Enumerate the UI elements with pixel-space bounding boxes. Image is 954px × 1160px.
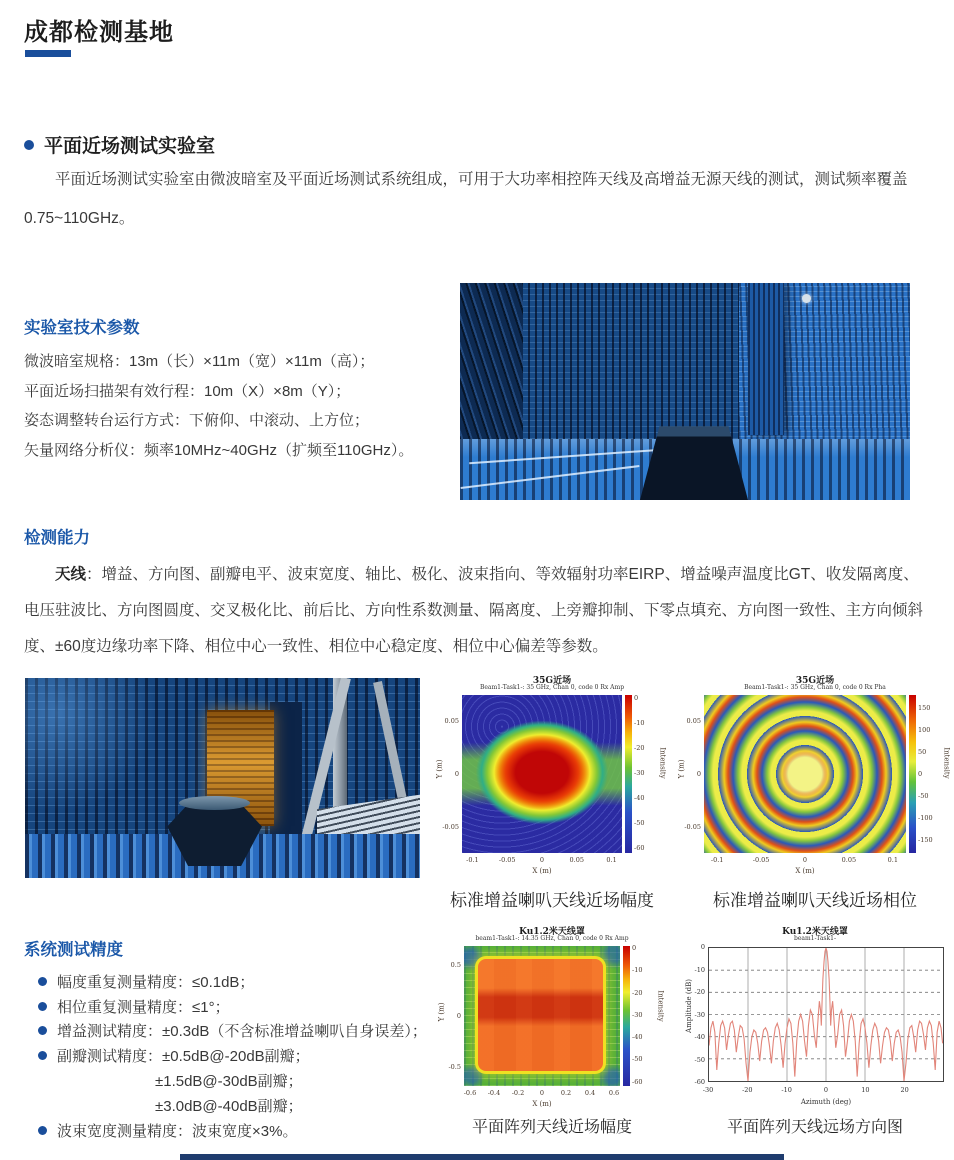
wall-highlight	[25, 678, 203, 818]
absorber-back-wall	[514, 283, 757, 439]
chart-horn-nearfield-amplitude	[434, 673, 670, 877]
colorbar	[625, 695, 632, 853]
y-axis-ticks: 0.5 0 -0.5	[448, 960, 461, 1072]
y-axis-ticks: 0.05 0 -0.05	[684, 717, 701, 831]
heatmap-plot	[462, 695, 622, 853]
heatmap-plot	[704, 695, 906, 853]
chart-array-nearfield-amplitude	[436, 924, 668, 1110]
page-title: 成都检测基地	[24, 19, 174, 46]
capability-body: ：增益、方向图、副瓣电平、波束宽度、轴比、极化、波束指向、等效辐射功率EIRP、增益噪声温度比GT、收发隔离度、电压驻波比、方向图圆度、交叉极化比、前后比、方向性系数测量、隔离度、上旁瓣抑制、下零点填充、方向图一致性、主方向倾斜度、±60度边缘功率下降、相位中心一致性、相位中心稳定度、相位中心偏差等参数。	[24, 566, 924, 655]
capability-label: 天线	[55, 566, 87, 583]
bullet-icon	[38, 1051, 47, 1060]
colorbar-ticks: 0 -10 -20 -30 -40 -50 -60	[634, 693, 645, 852]
section-title: 平面近场测试实验室	[44, 136, 216, 157]
lab-param-line: 矢量网络分析仪：频率10MHz~40GHz（扩频至110GHz）。	[24, 441, 414, 459]
bullet-icon	[38, 1002, 47, 1011]
section-header	[24, 131, 215, 158]
accuracy-item: ±3.0dB@-40dB副瓣；	[155, 1097, 303, 1115]
bullet-icon	[38, 977, 47, 986]
intro-paragraph: 平面近场测试实验室由微波暗室及平面近场测试系统组成，可用于大功率相控阵天线及高增益无源天线的测试，测试频率覆盖0.75~110GHz。	[24, 171, 908, 227]
scanner-chamber-photo	[25, 678, 420, 878]
x-axis-ticks: -0.1 -0.05 0 0.05 0.1	[710, 856, 898, 864]
heatmap-plot	[464, 946, 620, 1086]
colorbar-ticks: 0 -10 -20 -30 -40 -50 -60	[632, 944, 643, 1086]
colorbar-label: Intensity	[658, 747, 667, 779]
colorbar	[623, 946, 630, 1086]
x-axis-label: Azimuth (deg)	[800, 1098, 852, 1106]
window-shadow	[270, 702, 302, 834]
y-axis-label: Y (m)	[677, 759, 686, 779]
chart-caption: 标准增益喇叭天线近场幅度	[450, 891, 654, 910]
chart-horn-nearfield-phase	[676, 673, 954, 877]
accuracy-heading: 系统测试精度	[24, 941, 123, 959]
x-axis-ticks: -30 -20 -10 0 10 20	[702, 1086, 909, 1094]
accuracy-section	[24, 936, 434, 1143]
accuracy-item: 相位重复测量精度：≤1°；	[24, 994, 434, 1019]
bullet-icon	[38, 1026, 47, 1035]
chart-subtitle: beam1-Task1-: 14.35 GHz, Chan 0, code 0 Rx Amp	[475, 935, 629, 942]
bullet-icon	[24, 140, 34, 150]
lab-params-section	[24, 314, 454, 465]
capability-heading: 检测能力	[24, 529, 90, 547]
accuracy-item: 幅度重复测量精度：≤0.1dB；	[24, 969, 434, 994]
y-axis-label: Y (m)	[437, 1002, 446, 1022]
lab-params-heading: 实验室技术参数	[24, 319, 140, 337]
chart-title: 35G近场	[795, 676, 835, 686]
accuracy-item: ±1.5dB@-30dB副瓣；	[155, 1073, 303, 1091]
chart-title: 35G近场	[532, 676, 572, 686]
chart-caption: 平面阵列天线近场幅度	[471, 1119, 632, 1136]
accuracy-item: 增益测试精度：±0.3dB（不含标准增益喇叭自身误差）；	[24, 1019, 434, 1044]
footer-divider	[180, 1154, 784, 1160]
chart-title: Ku1.2米天线罩	[519, 927, 585, 937]
lab-param-line: 平面近场扫描架有效行程：10m（X）×8m（Y）；	[24, 382, 351, 400]
y-axis-label: Y (m)	[435, 759, 444, 779]
chart-subtitle: beam1-Task1-	[794, 935, 836, 942]
x-axis-ticks: -0.6 -0.4 -0.2 0 0.2 0.4 0.6	[463, 1089, 620, 1097]
lab-param-line: 微波暗室规格：13m（长）×11m（宽）×11m（高）；	[24, 353, 375, 370]
capability-text	[24, 557, 934, 665]
aperture-region	[478, 959, 603, 1071]
x-axis-label: X (m)	[532, 1100, 552, 1108]
anechoic-chamber-photo	[460, 283, 910, 500]
colorbar	[909, 695, 916, 853]
positioner-table	[179, 796, 250, 810]
chart-subtitle: Beam1-Task1-: 35 GHz, Chan 0, code 0 Rx Pha	[744, 684, 886, 691]
capability-section	[24, 524, 934, 665]
y-axis-label: Amplitude (dB)	[684, 979, 693, 1034]
chart-title: Ku1.2米天线罩	[782, 927, 848, 937]
chart-farfield-pattern	[676, 924, 954, 1110]
chart-caption: 标准增益喇叭天线近场相位	[713, 891, 917, 910]
x-axis-label: X (m)	[532, 867, 552, 875]
absorber-column	[748, 283, 784, 435]
x-axis-label: X (m)	[795, 867, 815, 875]
colorbar-ticks: 150 100 50 0 -50 -100 -150	[918, 704, 933, 844]
y-axis-ticks: 0 -10 -20 -30 -40 -50 -60	[694, 943, 705, 1086]
title-underline	[25, 50, 71, 57]
pattern-trace	[709, 948, 943, 1081]
x-axis-ticks: -0.1 -0.05 0 0.05 0.1	[466, 856, 617, 864]
accuracy-list	[24, 969, 434, 1143]
bullet-icon	[38, 1126, 47, 1135]
lab-param-line: 姿态调整转台运行方式：下俯仰、中滚动、上方位；	[24, 412, 370, 429]
line-plot	[708, 947, 944, 1082]
chart-subtitle: Beam1-Task1-: 35 GHz, Chan 0, code 0 Rx Amp	[479, 684, 625, 691]
chart-caption: 平面阵列天线远场方向图	[726, 1119, 903, 1136]
accuracy-item: 副瓣测试精度：±0.5dB@-20dB副瓣；	[24, 1043, 434, 1068]
probe-sphere	[802, 294, 811, 303]
accuracy-item: 波束宽度测量精度：波束宽度×3%。	[24, 1118, 434, 1143]
colorbar-label: Intensity	[942, 747, 951, 779]
lab-params-list	[24, 347, 454, 465]
colorbar-label: Intensity	[656, 990, 665, 1022]
y-axis-ticks: 0.05 0 -0.05	[442, 717, 459, 831]
